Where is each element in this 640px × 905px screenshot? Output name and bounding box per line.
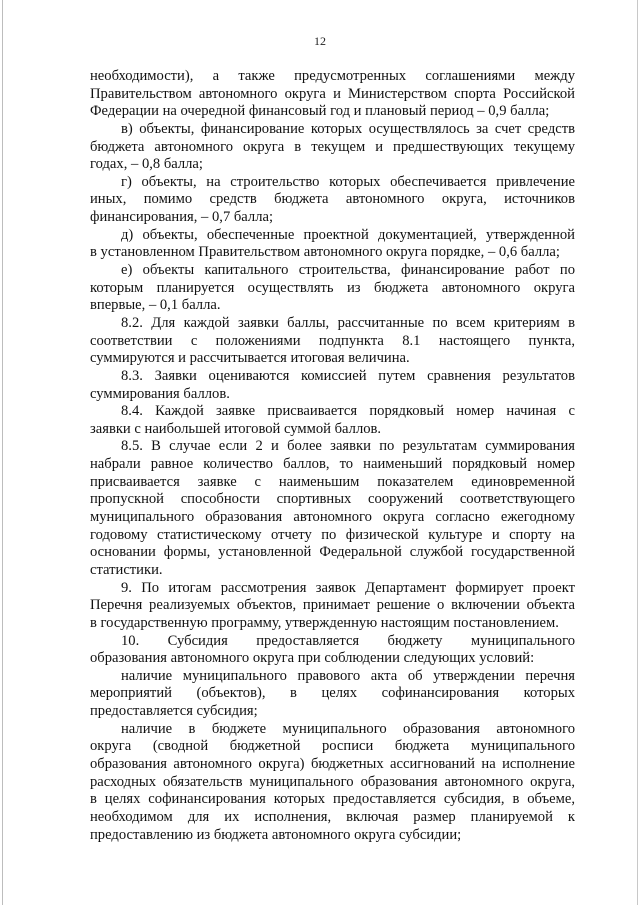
- text-line: финансирования, – 0,7 балла;: [90, 209, 274, 226]
- text-line: 10. Субсидия предоставляется бюджету муниципального: [121, 632, 575, 649]
- text-line: необходимости), а также предусмотренных соглашениями между: [90, 68, 575, 84]
- text-line: предоставлению из бюджета автономного округа субсидии;: [90, 826, 462, 843]
- text-line: 8.5. В случае если 2 и более заявки по результатам суммирования: [121, 438, 575, 455]
- text-line: мероприятий (объектов), в целях софинансирования которых: [90, 685, 575, 702]
- text-line: Правительством автономного округа и Министерством спорта Российской: [90, 85, 575, 102]
- text-line: иных, помимо средств бюджета автономного округа, источников: [90, 191, 575, 208]
- text-line: наличие муниципального правового акта об утверждении перечня: [121, 667, 575, 684]
- document-body: [90, 68, 575, 844]
- text-line: предоставляется субсидия;: [90, 703, 258, 720]
- text-line: наличие в бюджете муниципального образования автономного: [121, 720, 575, 737]
- text-line: пропускной способности спортивных сооружений соответствующего: [90, 491, 575, 508]
- text-line: 8.4. Каждой заявке присваивается порядковый номер начиная с: [121, 403, 575, 420]
- text-line: 8.3. Заявки оцениваются комиссией путем сравнения результатов: [121, 367, 575, 384]
- text-line: суммируются и рассчитывается итоговая величина.: [90, 350, 410, 367]
- text-line: в целях софинансирования которых предоставляется субсидия, в объеме,: [90, 791, 575, 808]
- text-line: набрали равное количество баллов, то наименьший порядковый номер: [90, 456, 575, 473]
- text-line: которым планируется осуществлять из бюджета автономного округа: [90, 279, 575, 296]
- text-line: в установленном Правительством автономного округа порядке, – 0,6 балла;: [90, 244, 560, 261]
- text-line: Перечня реализуемых объектов, принимает решение о включении объекта: [90, 597, 575, 614]
- text-line: г) объекты, на строительство которых обеспечивается привлечение: [121, 173, 575, 190]
- text-line: 9. По итогам рассмотрения заявок Департамент формирует проект: [121, 579, 575, 596]
- text-line: муниципального образования автономного округа согласно ежегодному: [90, 509, 575, 526]
- text-line: годах, – 0,8 балла;: [90, 156, 203, 173]
- text-line: 8.2. Для каждой заявки баллы, рассчитанные по всем критериям в: [121, 314, 575, 331]
- text-line: необходимом для их исполнения, включая размер планируемой к: [90, 808, 575, 825]
- text-line: годовому статистическому отчету по физической культуре и спорту на: [90, 526, 575, 543]
- text-line: в) объекты, финансирование которых осуществлялось за счет средств: [121, 120, 575, 137]
- page-edge-right: [637, 0, 638, 905]
- text-line: округа (сводной бюджетной росписи бюджета муниципального: [90, 738, 575, 755]
- text-line: образования автономного округа) бюджетных ассигнований на исполнение: [90, 755, 575, 772]
- text-line: соответствии с положениями подпункта 8.1 настоящего пункта,: [90, 332, 575, 349]
- text-line: е) объекты капитального строительства, финансирование работ по: [121, 262, 575, 279]
- text-line: расходных обязательств муниципального образования автономного округа,: [90, 773, 575, 790]
- text-line: д) объекты, обеспеченные проектной документацией, утвержденной: [121, 226, 575, 243]
- text-line: суммирования баллов.: [90, 385, 230, 402]
- text-line: Федерации на очередной финансовый год и плановый период – 0,9 балла;: [90, 103, 550, 120]
- text-line: основании формы, установленной Федеральной службой государственной: [90, 544, 575, 561]
- page-number: 12: [314, 34, 326, 48]
- text-line: образования автономного округа при соблюдении следующих условий:: [90, 650, 535, 667]
- text-line: заявки с наибольшей итоговой суммой баллов.: [90, 420, 382, 437]
- text-line: статистики.: [90, 561, 163, 578]
- text-line: впервые, – 0,1 балла.: [90, 297, 221, 314]
- page-edge-left: [2, 0, 3, 905]
- text-line: бюджета автономного округа в текущем и предшествующих текущему: [90, 138, 575, 155]
- text-line: присваивается заявке с наименьшим показателем единовременной: [90, 473, 575, 490]
- text-line: в государственную программу, утвержденную настоящим постановлением.: [90, 614, 559, 631]
